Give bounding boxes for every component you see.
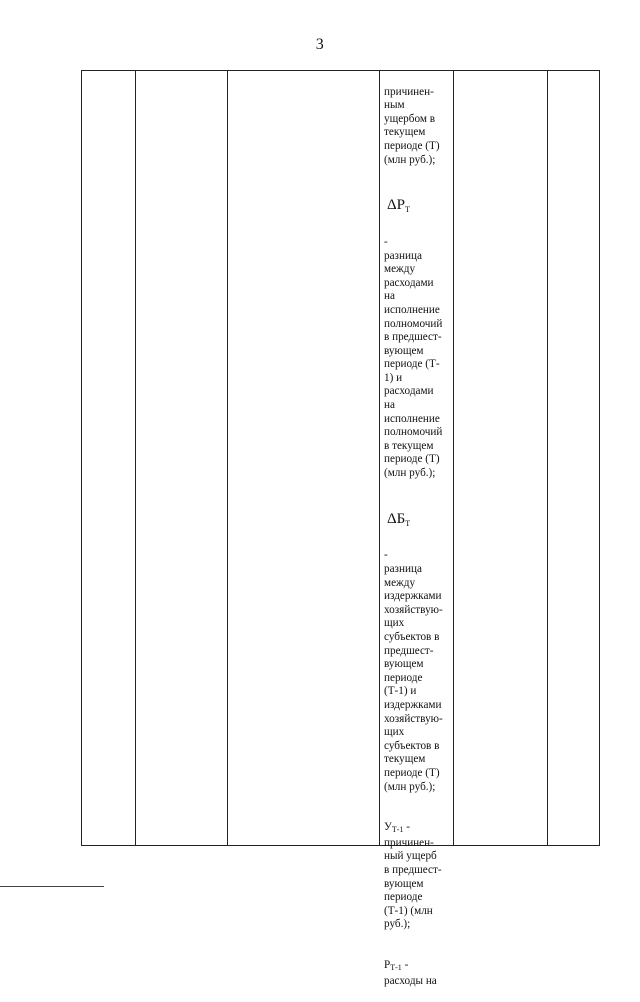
column-divider <box>547 71 548 845</box>
symbol-text: ΔБ <box>387 510 406 527</box>
footnote-separator <box>0 886 104 887</box>
page-number: 3 <box>315 36 325 53</box>
column-divider <box>135 71 136 845</box>
symbol-subscript: Т-1 <box>390 963 402 973</box>
symbol-text: У <box>384 821 392 834</box>
column-divider <box>227 71 228 845</box>
legend-text: - разница между издержками хозяйствую- щих субъектов в предшест- вующем периоде (Т-1) и издержками хозяйствую- щих субъектов в текущем периоде (Т) (млн руб.); <box>384 549 443 793</box>
column-divider <box>599 71 600 845</box>
legend-item-delta-expenses <box>384 181 453 481</box>
legend-item-prior-damage-symbol <box>384 808 453 932</box>
methodology-table <box>81 70 600 987</box>
symbol-text: Р <box>384 959 391 972</box>
legend-item-delta-costs <box>384 494 453 794</box>
symbol-subscript: Т-1 <box>391 825 404 835</box>
symbol-text: ΔР <box>387 197 405 214</box>
legend-item-prior-expenses <box>384 946 453 989</box>
legend-text: причинен- ным ущербом в текущем периоде (Т) (млн руб.); <box>384 85 440 166</box>
legend-text: - расходы на <box>384 959 437 987</box>
formula-legend-cell <box>379 71 453 987</box>
legend-text: - причинен- ный ущерб в предшест- вующем периоде (Т-1) (млн руб.); <box>384 821 442 931</box>
u-symbol <box>384 821 403 833</box>
legend-text: - разница между расходами на исполнение полномочий в предшест- вующем периоде (Т- 1) и расходами на исполнение полномочий в текущем периоде (Т) (млн руб.); <box>384 235 443 480</box>
legend-item-prior-damage <box>384 86 453 168</box>
column-divider <box>453 71 454 845</box>
delta-p-symbol <box>387 197 453 218</box>
p-symbol <box>384 959 402 971</box>
symbol-subscript: Т <box>405 205 410 215</box>
symbol-subscript: Т <box>405 518 411 528</box>
delta-b-symbol <box>387 511 453 532</box>
